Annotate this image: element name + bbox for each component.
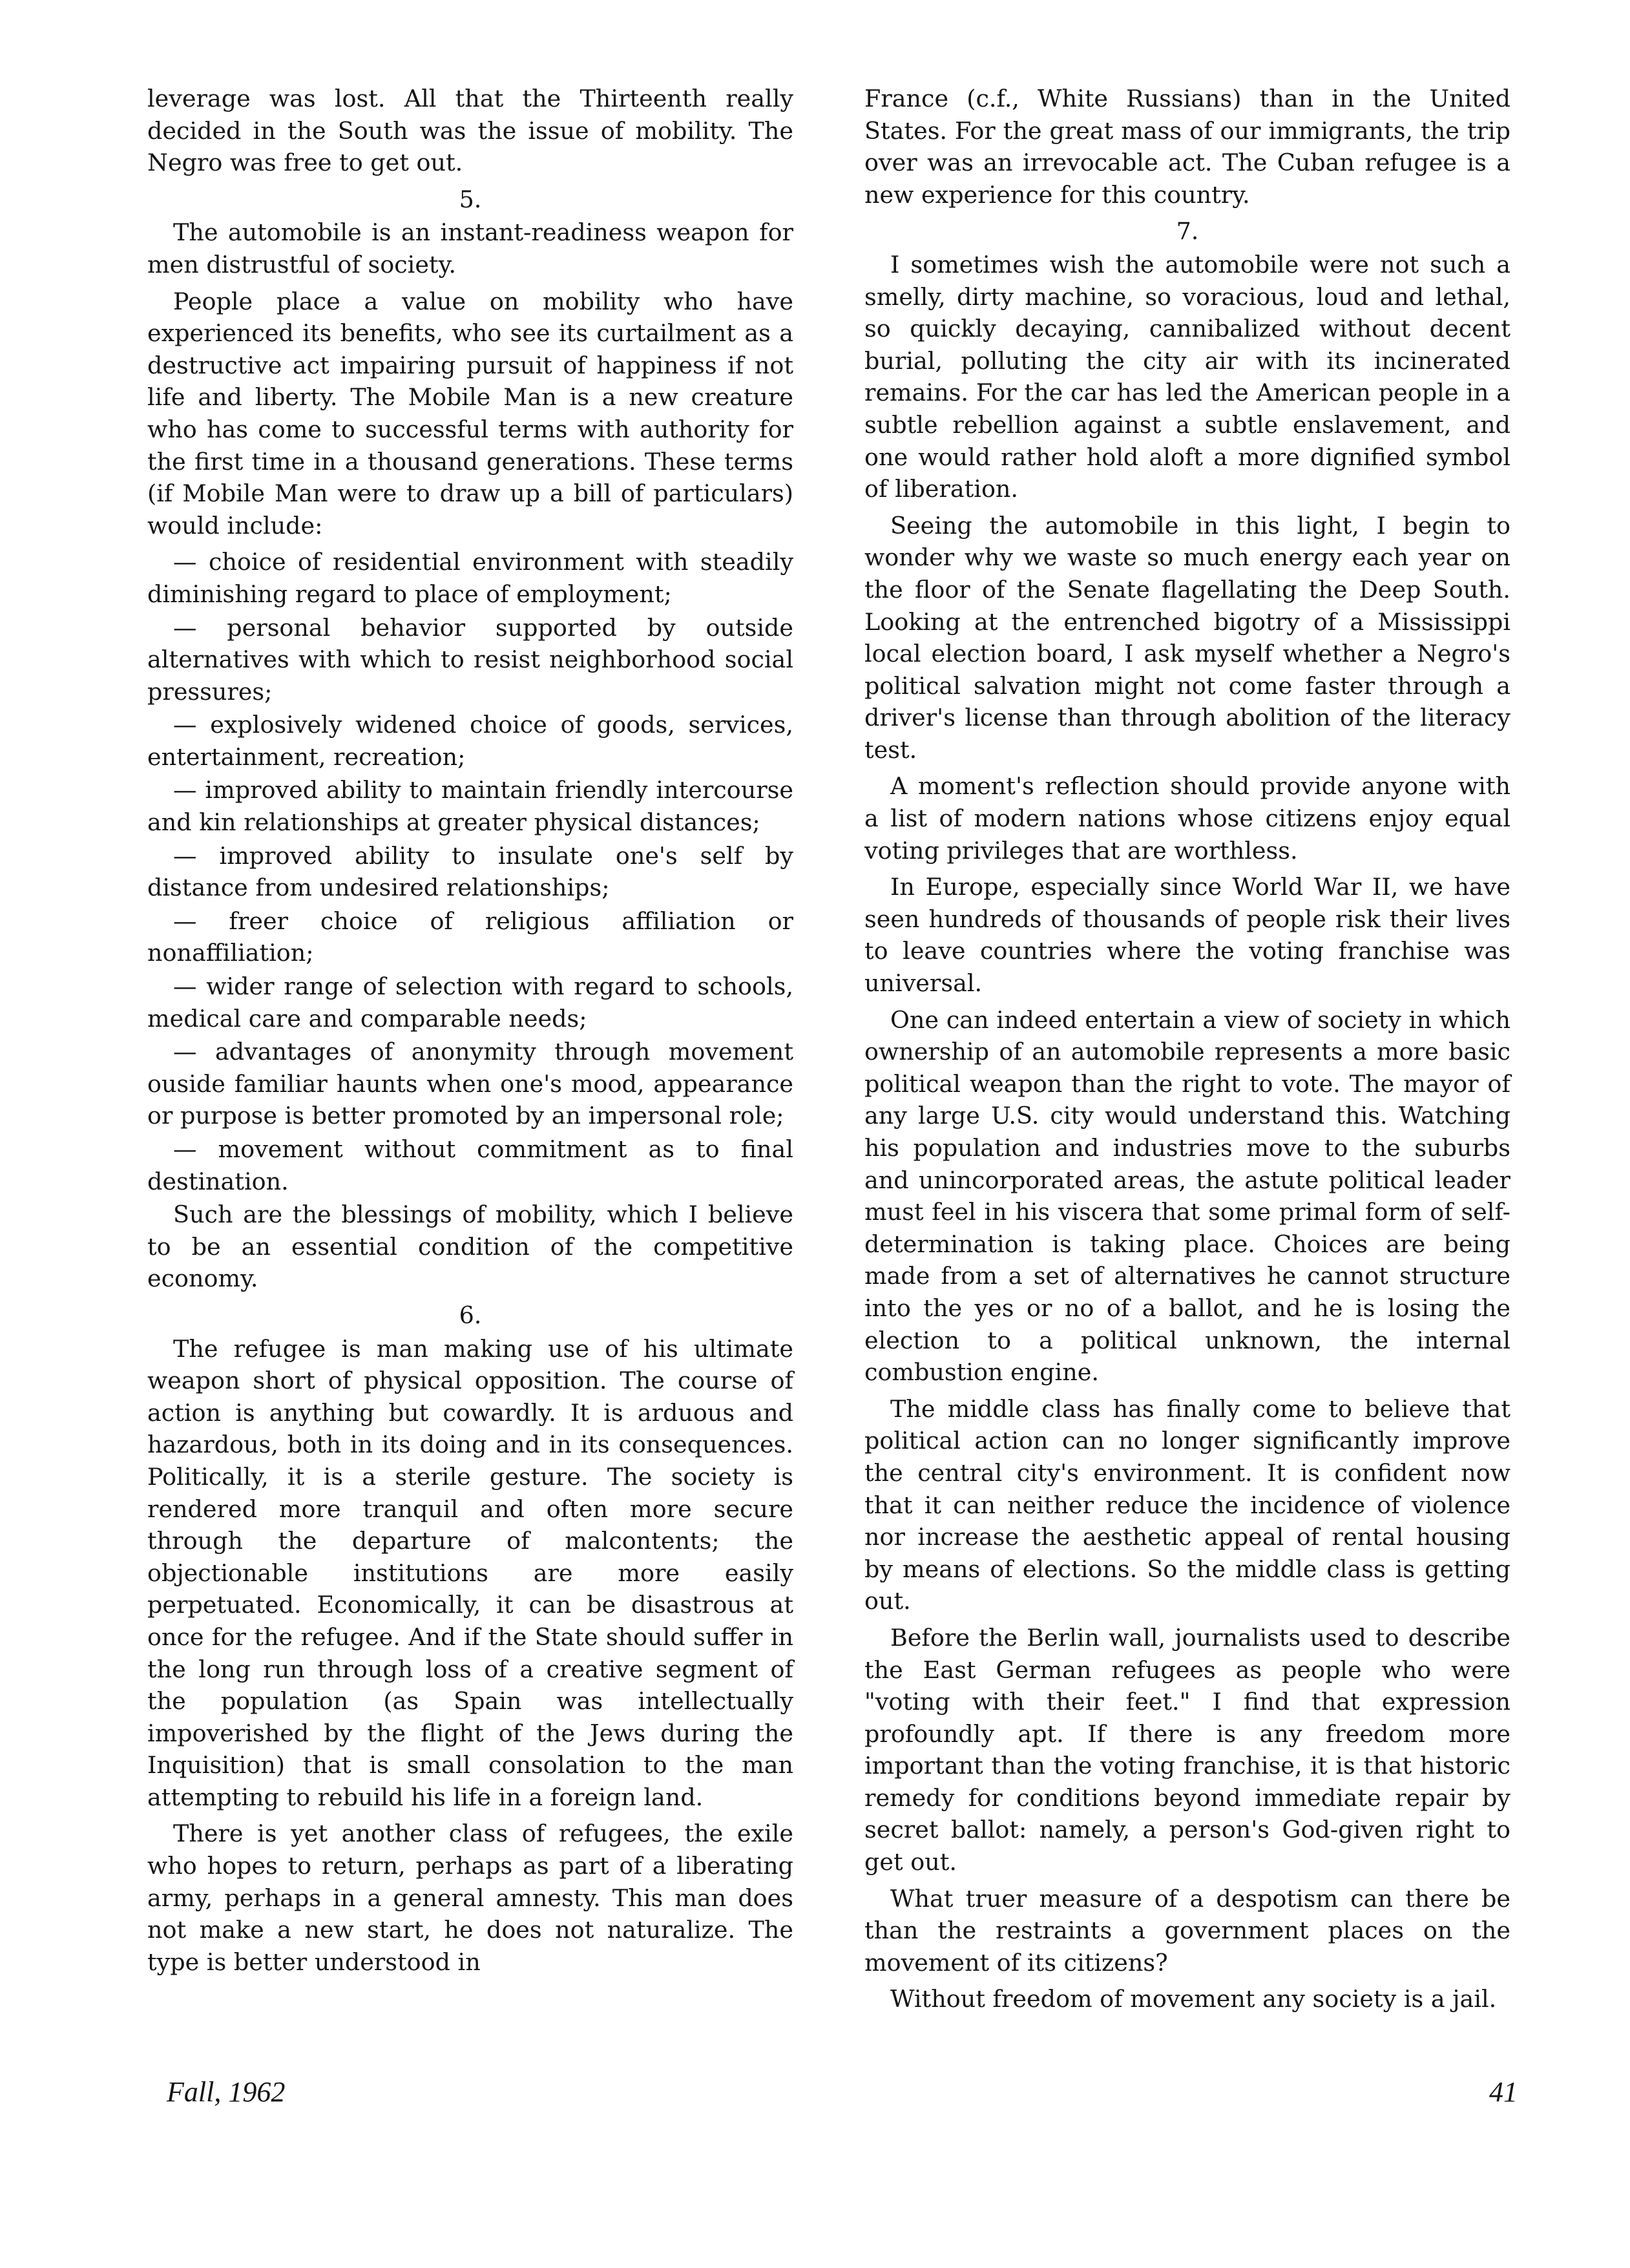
section-number-7: 7.	[1176, 217, 1199, 246]
paragraph-blessings: Such are the blessings of mobility, which I believe to be an essential condition of the competitive economy.	[147, 1201, 793, 1293]
left-column	[147, 83, 793, 1982]
paragraph-moment: A moment's reflection should provide anyone with a list of modern nations whose citizens enjoy equal voting privileges that are worthless.	[864, 772, 1510, 865]
list-item: — wider range of selection with regard to schools, medical care and comparable needs;	[147, 972, 793, 1033]
issue-date: Fall, 1962	[167, 2076, 286, 2108]
paragraph-seeing: Seeing the automobile in this light, I begin to wonder why we waste so much energy each year on the floor of the Senate flagellating the Deep South. Looking at the entrenched bigotry of a Mississippi local election board, I ask myself whether a Negro's political salvation might not come faster through a driver's license than through abolition of the literacy test.	[864, 511, 1510, 764]
list-item: — choice of residential environment with steadily diminishing regard to place of employment;	[147, 548, 793, 608]
right-column	[864, 83, 1510, 2020]
paragraph-middle-class: The middle class has finally come to believe that political action can no longer significantly improve the central city's environment. It is confident now that it can neither reduce the incidence of violence nor increase the aesthetic appeal of rental housing by means of elections. So the middle class is getting out.	[864, 1394, 1510, 1615]
page-number: 41	[1489, 2076, 1518, 2108]
paragraph-wish: I sometimes wish the automobile were not such a smelly, dirty machine, so voracious, loud and lethal, so quickly decaying, cannibalized without decent burial, polluting the city air with its incinerated remains. For the car has led the American people in a subtle rebellion against a subtle enslavement, and one would rather hold aloft a more dignified symbol of liberation.	[864, 250, 1510, 503]
paragraph-exile: There is yet another class of refugees, the exile who hopes to return, perhaps as part of a liberating army, perhaps in a general amnesty. This man does not make a new start, he does not naturalize. The type is better understood in	[147, 1820, 793, 1976]
paragraph-refugee: The refugee is man making use of his ultimate weapon short of physical opposition. The course of action is anything but cowardly. It is arduous and hazardous, both in its doing and in its consequences. Politically, it is a sterile gesture. The society is rendered more tranquil and often more secure through the departure of malcontents; the objectionable institutions are more easily perpetuated. Economically, it can be disastrous at once for the refugee. And if the State should suffer in the long run through loss of a creative segment of the population (as Spain was intellectually impoverished by the flight of the Jews during the Inquisition) that is small consolation to the man attempting to rebuild his life in a foreign land.	[147, 1334, 793, 1811]
list-item: — advantages of anonymity through movement ouside familiar haunts when one's mood, appearance or purpose is better promoted by an impersonal role;	[147, 1038, 793, 1130]
section-number-6: 6.	[459, 1301, 482, 1329]
list-item: — improved ability to insulate one's self by distance from undesired relationships;	[147, 841, 793, 902]
paragraph-berlin: Before the Berlin wall, journalists used to describe the East German refugees as people who were "voting with their feet." I find that expression profoundly apt. If there is any freedom more important than the voting franchise, it is that historic remedy for conditions beyond immediate repair by secret ballot: namely, a person's God-given right to get out.	[864, 1623, 1510, 1876]
list-item: — improved ability to maintain friendly intercourse and kin relationships at greater physical distances;	[147, 776, 793, 837]
list-item: — explosively widened choice of goods, services, entertainment, recreation;	[147, 711, 793, 771]
section-number-5: 5.	[459, 185, 482, 213]
paragraph-conclusion: Without freedom of movement any society is a jail.	[890, 1985, 1497, 2013]
list-item: — freer choice of religious affiliation or nonaffiliation;	[147, 907, 793, 967]
paragraph-europe: In Europe, especially since World War II, we have seen hundreds of thousands of people risk their lives to leave countries where the voting franchise was universal.	[864, 873, 1510, 998]
paragraph-political-weapon: One can indeed entertain a view of society in which ownership of an automobile represents a more basic political weapon than the right to vote. The mayor of any large U.S. city would understand this. Watching his population and industries move to the suburbs and unincorporated areas, the astute political leader must feel in his viscera that some primal form of self-determination is taking place. Choices are being made from a set of alternatives he cannot structure into the yes or no of a ballot, and he is losing the election to a political unknown, the internal combustion engine.	[864, 1005, 1510, 1387]
paragraph-despotism: What truer measure of a despotism can there be than the restraints a government places on the movement of its citizens?	[864, 1884, 1510, 1977]
paragraph-france: France (c.f., White Russians) than in the United States. For the great mass of our immigrants, the trip over was an irrevocable act. The Cuban refugee is a new experience for this country.	[864, 85, 1510, 209]
paragraph-automobile-weapon: The automobile is an instant-readiness weapon for men distrustful of society.	[147, 218, 793, 278]
paragraph-intro: leverage was lost. All that the Thirteenth really decided in the South was the issue of mobility. The Negro was free to get out.	[147, 85, 793, 177]
list-item: — personal behavior supported by outside alternatives with which to resist neighborhood social pressures;	[147, 613, 793, 706]
list-item: — movement without commitment as to final destination.	[147, 1135, 793, 1195]
paragraph-mobile-man: People place a value on mobility who have experienced its benefits, who see its curtailment as a destructive act impairing pursuit of happiness if not life and liberty. The Mobile Man is a new creature who has come to successful terms with authority for the first time in a thousand generations. These terms (if Mobile Man were to draw up a bill of particulars) would include:	[147, 287, 793, 540]
